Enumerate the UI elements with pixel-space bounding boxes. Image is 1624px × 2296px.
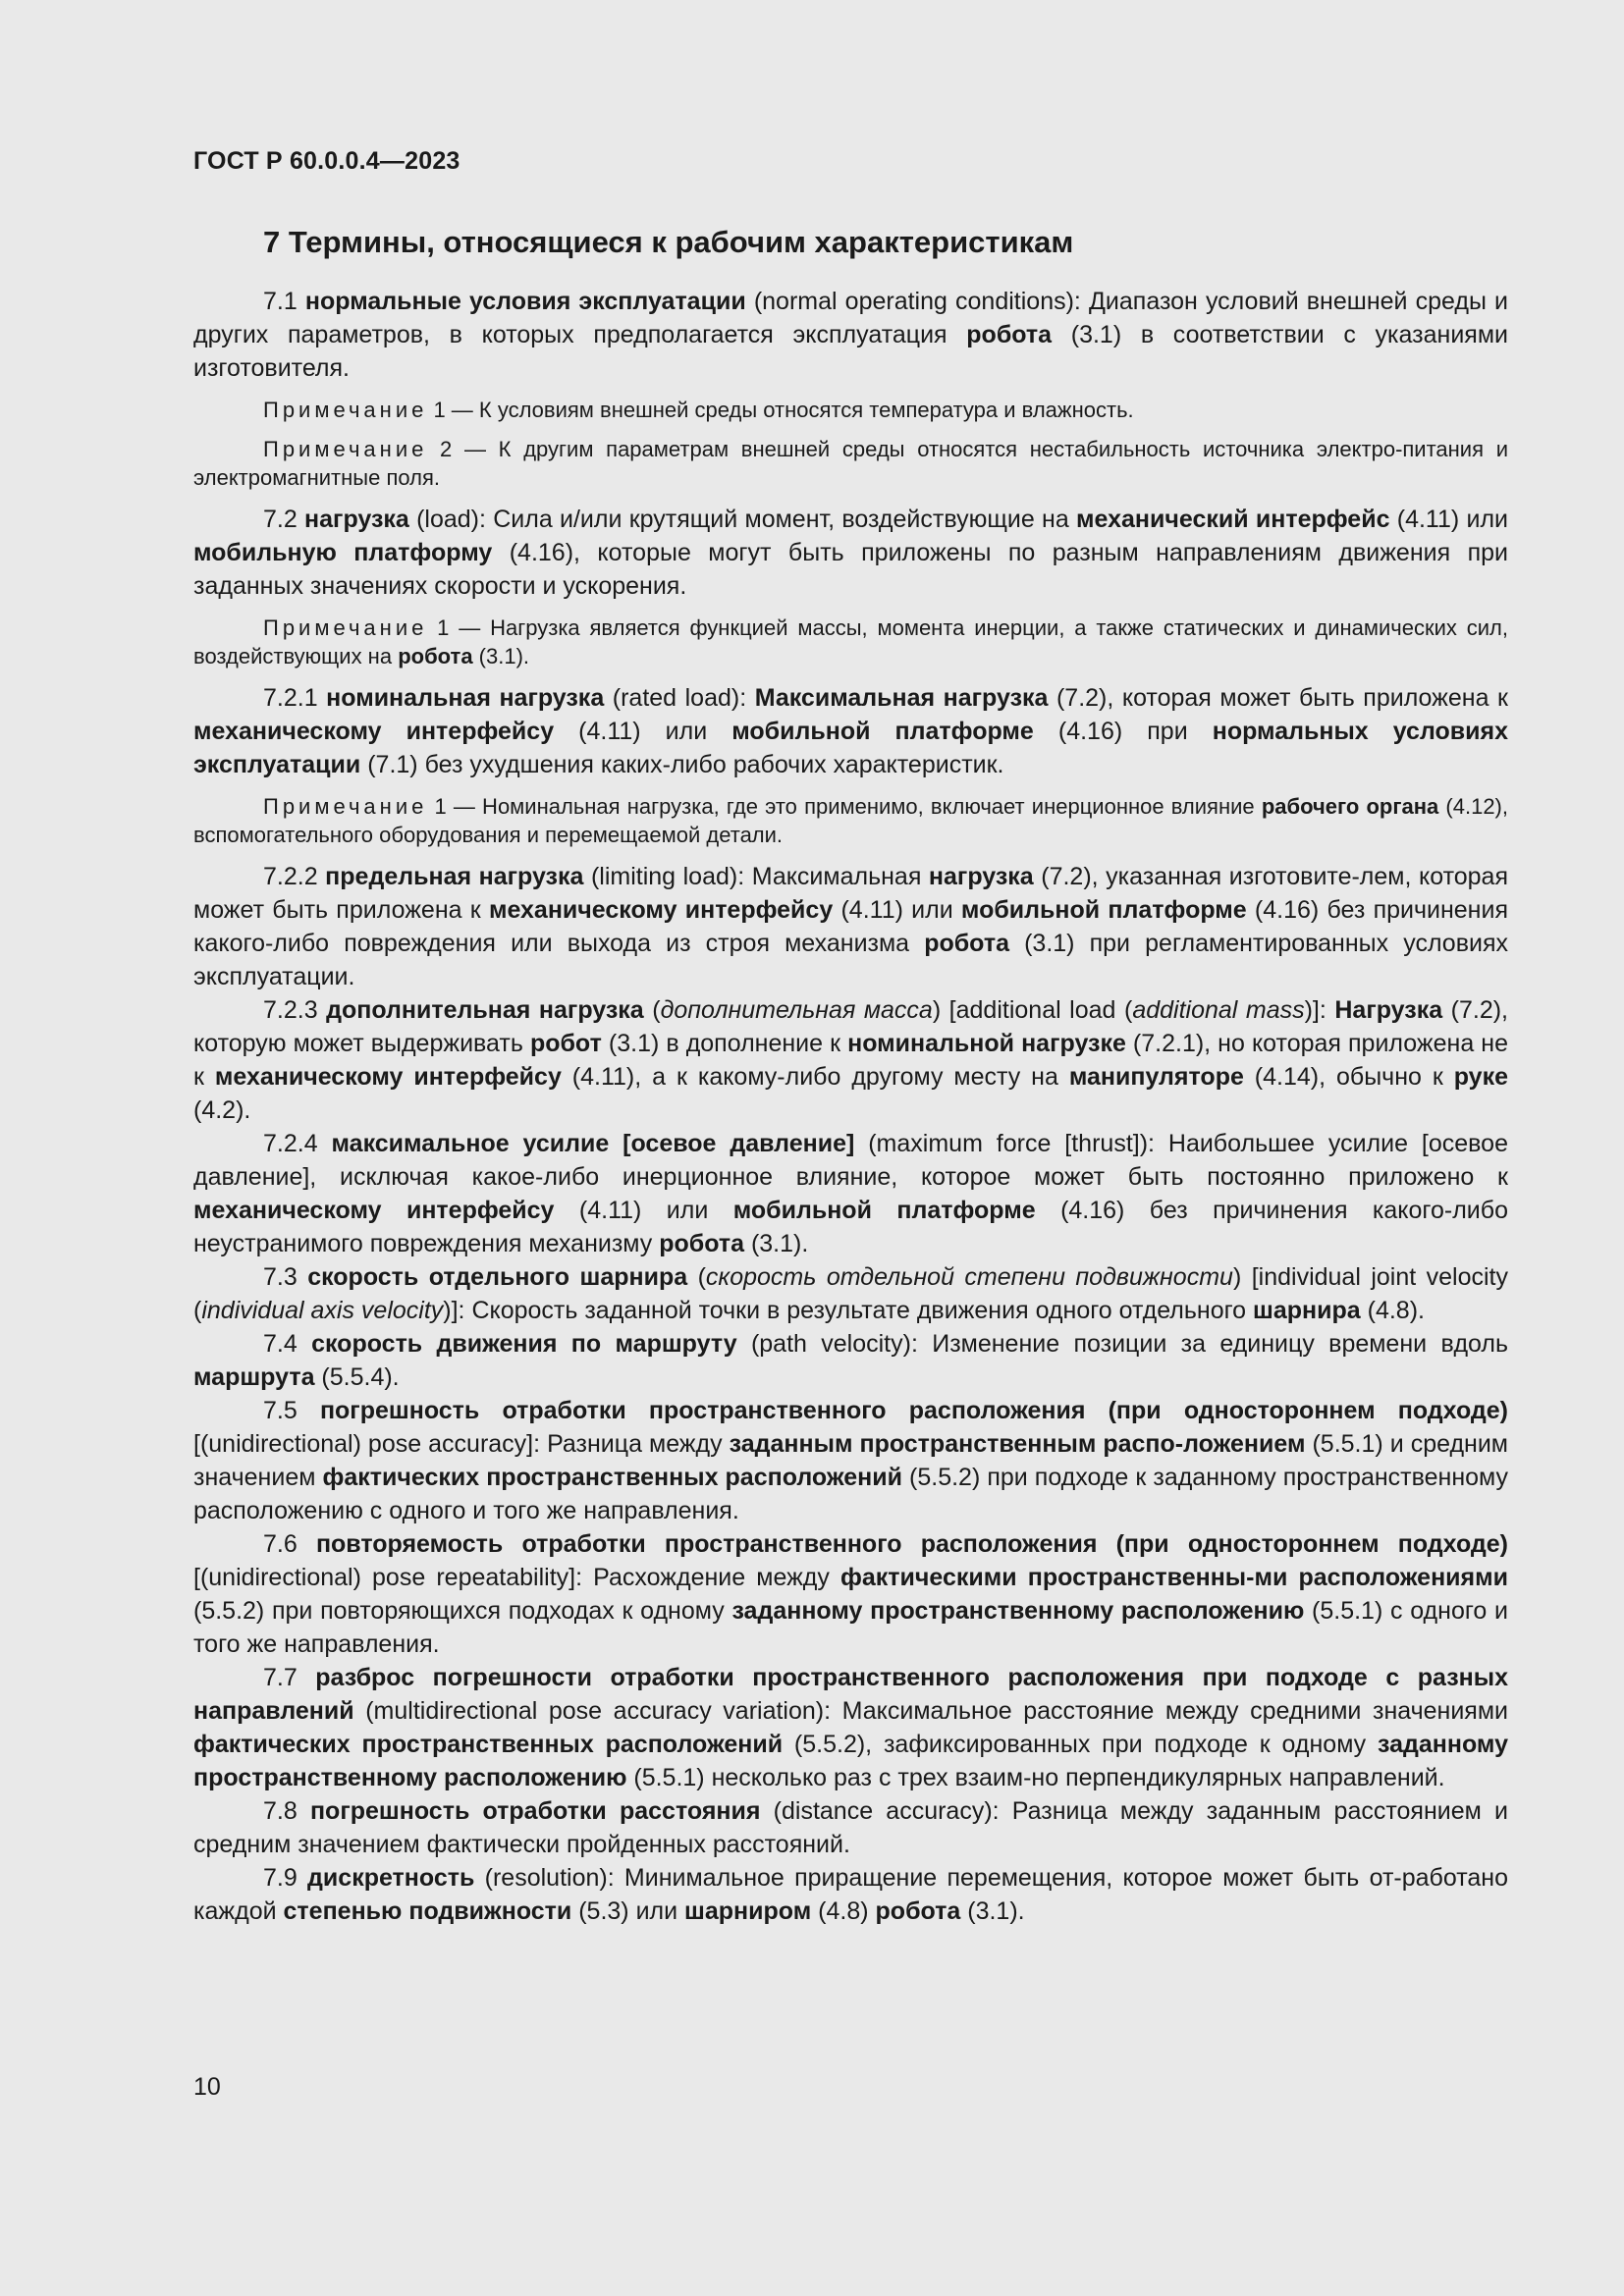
text-run: [(unidirectional) pose accuracy]: Разница между [193,1430,730,1458]
text-run: 1 — К условиям внешней среды относятся температура и влажность. [427,398,1134,422]
text-run: (3.1) при регламентированных условиях эксплуатации. [193,930,1508,990]
note-paragraph [193,396,1508,424]
term-bold: мобильной платформе [960,896,1247,924]
term-paragraph [193,1794,1508,1861]
term-bold: механическому интерфейсу [488,896,834,924]
text-run: (5.5.1) несколько раз с трех взаим-но перпендикулярных направлений. [626,1764,1445,1791]
term-bold: нормальные условия эксплуатации [304,288,746,315]
term-italic: individual axis velocity [201,1297,444,1324]
text-run: (4.11) или [1389,506,1508,533]
term-bold: нагрузка [304,506,409,533]
text-run: )]: [1304,996,1335,1024]
term-bold: фактических пространственных расположений [193,1731,784,1758]
text-run: [(unidirectional) pose repeatability]: Расхождение между [193,1564,841,1591]
text-run: (4.11) или [554,718,732,745]
page-number: 10 [193,2073,221,2101]
term-bold: повторяемость отработки пространственного расположения (при одностороннем подходе) [315,1530,1508,1558]
text-run: (5.5.2) при повторяющихся подходах к одному [193,1597,732,1625]
text-run: (4.16) при [1033,718,1213,745]
term-bold: робота [875,1897,961,1925]
text-run: 7.5 [263,1397,320,1424]
text-run: 7.4 [263,1330,312,1358]
text-run: (maximum force [thrust]): Наибольшее усилие [осевое давление], исключая какое-либо инерционное влияние, которое может быть постоянно приложено к [193,1130,1508,1191]
text-run: (3.1). [744,1230,809,1257]
term-italic: additional mass [1132,996,1305,1024]
text-run: (distance accuracy): Разница между заданным расстоянием и средним значением фактически пройденных расстояний. [193,1797,1508,1858]
text-run: (4.16) без причинения какого-либо неустранимого повреждения механизму [193,1197,1508,1257]
note-label: Примечание [263,794,428,819]
text-run: ) [additional load ( [932,996,1133,1024]
term-bold: маршрута [193,1363,315,1391]
term-bold: скорость отдельного шарнира [307,1263,688,1291]
text-run: (4.11), а к какому-либо другому месту на [561,1063,1069,1091]
term-bold: робота [966,321,1053,348]
text-run: (multidirectional pose accuracy variation): Максимальное расстояние между средними значениями [353,1697,1508,1725]
note-label: Примечание [263,437,428,461]
note-paragraph [193,435,1508,492]
term-paragraph [193,503,1508,603]
term-bold: руке [1453,1063,1508,1091]
text-run: (4.8) [811,1897,876,1925]
term-bold: робота [659,1230,744,1257]
term-bold: фактических пространственных расположений [322,1464,902,1491]
term-bold: заданным пространственным распо-ложением [729,1430,1306,1458]
spacer [193,781,1508,792]
text-run: (5.5.1) и средним значением [193,1430,1508,1491]
text-run: (4.11) или [833,896,961,924]
term-bold: погрешность отработки расстояния [309,1797,761,1825]
term-bold: механическому интерфейсу [193,718,555,745]
term-bold: мобильную платформу [193,539,493,566]
term-bold: заданному пространственному расположению [731,1597,1305,1625]
term-bold: разброс погрешности отработки пространственного расположения при подходе с разных направлений [193,1664,1509,1725]
text-run: (normal operating conditions): Диапазон условий внешней среды и других параметров, в которых предполагается эксплуатация [193,288,1508,348]
term-paragraph [193,681,1508,781]
text-run: 7.6 [263,1530,316,1558]
text-run: 7.2.4 [263,1130,332,1157]
term-bold: Максимальная нагрузка [754,684,1049,712]
text-run: (7.2.1), но которая приложена не к [193,1030,1509,1091]
text-run: 7.8 [263,1797,310,1825]
section-title: 7 Термины, относящиеся к рабочим характеристикам [263,225,1074,259]
term-bold: шарнира [1253,1297,1361,1324]
text-run: (7.2), указанная изготовите-лем, которая может быть приложена к [193,863,1508,924]
text-run: 7.2.3 [263,996,327,1024]
text-run: (4.11) или [554,1197,733,1224]
spacer [193,492,1508,503]
term-bold: заданному пространственному расположению [193,1731,1508,1791]
term-bold: робота [398,644,473,668]
text-run: (load): Сила и/или крутящий момент, воздействующие на [408,506,1077,533]
text-run: (resolution): Минимальное приращение перемещения, которое может быть от-работано каждой [193,1864,1508,1925]
text-run: ( [643,996,661,1024]
term-paragraph [193,1260,1508,1327]
term-bold: скорость движения по маршруту [311,1330,737,1358]
term-bold: номинальная нагрузка [326,684,605,712]
term-bold: погрешность отработки пространственного расположения (при одностороннем подходе) [319,1397,1509,1424]
term-bold: механическому интерфейсу [193,1197,555,1224]
term-bold: дискретность [307,1864,475,1892]
text-run: (5.5.2), зафиксированных при подходе к одному [783,1731,1379,1758]
term-bold: степенью подвижности [283,1897,572,1925]
text-run: 7.2.2 [263,863,326,890]
term-bold: манипуляторе [1068,1063,1244,1091]
document-header: ГОСТ Р 60.0.0.4—2023 [193,147,460,175]
note-paragraph [193,792,1508,849]
text-run: (5.5.4). [314,1363,400,1391]
term-paragraph [193,1861,1508,1928]
term-bold: шарниром [684,1897,812,1925]
term-bold: робот [529,1030,602,1057]
text-run: (3.1). [960,1897,1025,1925]
text-run: (4.16) без причинения какого-либо повреждения или выхода из строя механизма [193,896,1508,957]
text-run: (path velocity): Изменение позиции за единицу времени вдоль [736,1330,1508,1358]
text-run: (4.16), которые могут быть приложены по разным направлениям движения при заданных значениях скорости и ускорения. [193,539,1508,600]
text-run: 7.1 [263,288,305,315]
text-run: (3.1). [472,644,530,668]
term-paragraph [193,1127,1508,1260]
text-run: )]: Скорость заданной точки в результате движения одного отдельного [443,1297,1254,1324]
term-paragraph [193,1327,1508,1394]
term-bold: механическому интерфейсу [214,1063,562,1091]
text-run: 7.2 [263,506,305,533]
term-paragraph [193,1394,1508,1527]
term-bold: Нагрузка [1334,996,1443,1024]
text-run: (5.5.1) с одного и того же направления. [193,1597,1508,1658]
term-paragraph [193,285,1508,385]
text-run: (4.2). [193,1096,251,1124]
term-paragraph [193,860,1508,993]
term-bold: номинальной нагрузке [847,1030,1126,1057]
term-bold: робота [924,930,1009,957]
text-run: (7.2), которая может быть приложена к [1048,684,1508,712]
spacer [193,424,1508,435]
text-run: 7.7 [263,1664,316,1691]
text-run: (5.3) или [571,1897,685,1925]
text-run: 1 — Нагрузка является функцией массы, момента инерции, а также статических и динамических сил, воздействующих на [193,615,1508,668]
term-bold: мобильной платформе [732,1197,1036,1224]
text-run: (5.5.2) при подходе к заданному пространственному расположению с одного и того же направления. [193,1464,1508,1524]
text-run: ( [687,1263,706,1291]
text-run: 7.3 [263,1263,308,1291]
note-label: Примечание [263,615,428,640]
term-paragraph [193,993,1508,1127]
text-run: 2 — К другим параметрам внешней среды относятся нестабильность источника электро-питания и электромагнитные поля. [193,437,1508,490]
text-run: (4.12), вспомогательного оборудования и перемещаемой детали. [193,794,1508,847]
spacer [193,385,1508,396]
term-paragraph [193,1527,1508,1661]
term-italic: дополнительная масса [660,996,933,1024]
spacer [193,603,1508,614]
term-bold: дополнительная нагрузка [326,996,644,1024]
text-run: 7.9 [263,1864,308,1892]
text-run: ) [individual joint velocity ( [193,1263,1508,1324]
note-label: Примечание [263,398,428,422]
text-run: (7.2), которую может выдерживать [193,996,1508,1057]
term-bold: максимальное усилие [осевое давление] [331,1130,855,1157]
note-paragraph [193,614,1508,670]
text-run: (rated load): [604,684,755,712]
text-run: (3.1) в соответствии с указаниями изготовителя. [193,321,1508,382]
term-bold: механический интерфейс [1076,506,1390,533]
spacer [193,849,1508,860]
term-bold: нормальных условиях эксплуатации [193,718,1508,778]
text-run: (3.1) в дополнение к [601,1030,848,1057]
text-run: (7.1) без ухудшения каких-либо рабочих характеристик. [360,751,1004,778]
term-paragraph [193,1661,1508,1794]
text-run: 1 — Номинальная нагрузка, где это применимо, включает инерционное влияние [427,794,1262,819]
term-bold: рабочего органа [1261,794,1439,819]
term-bold: нагрузка [928,863,1034,890]
term-bold: фактическими пространственны-ми расположениями [840,1564,1508,1591]
term-bold: мобильной платформе [731,718,1034,745]
term-italic: скорость отдельной степени подвижности [705,1263,1233,1291]
term-bold: предельная нагрузка [325,863,584,890]
document-body [193,285,1508,1928]
text-run: (limiting load): Максимальная [583,863,929,890]
spacer [193,670,1508,681]
text-run: 7.2.1 [263,684,327,712]
text-run: (4.8). [1360,1297,1425,1324]
text-run: (4.14), обычно к [1243,1063,1454,1091]
